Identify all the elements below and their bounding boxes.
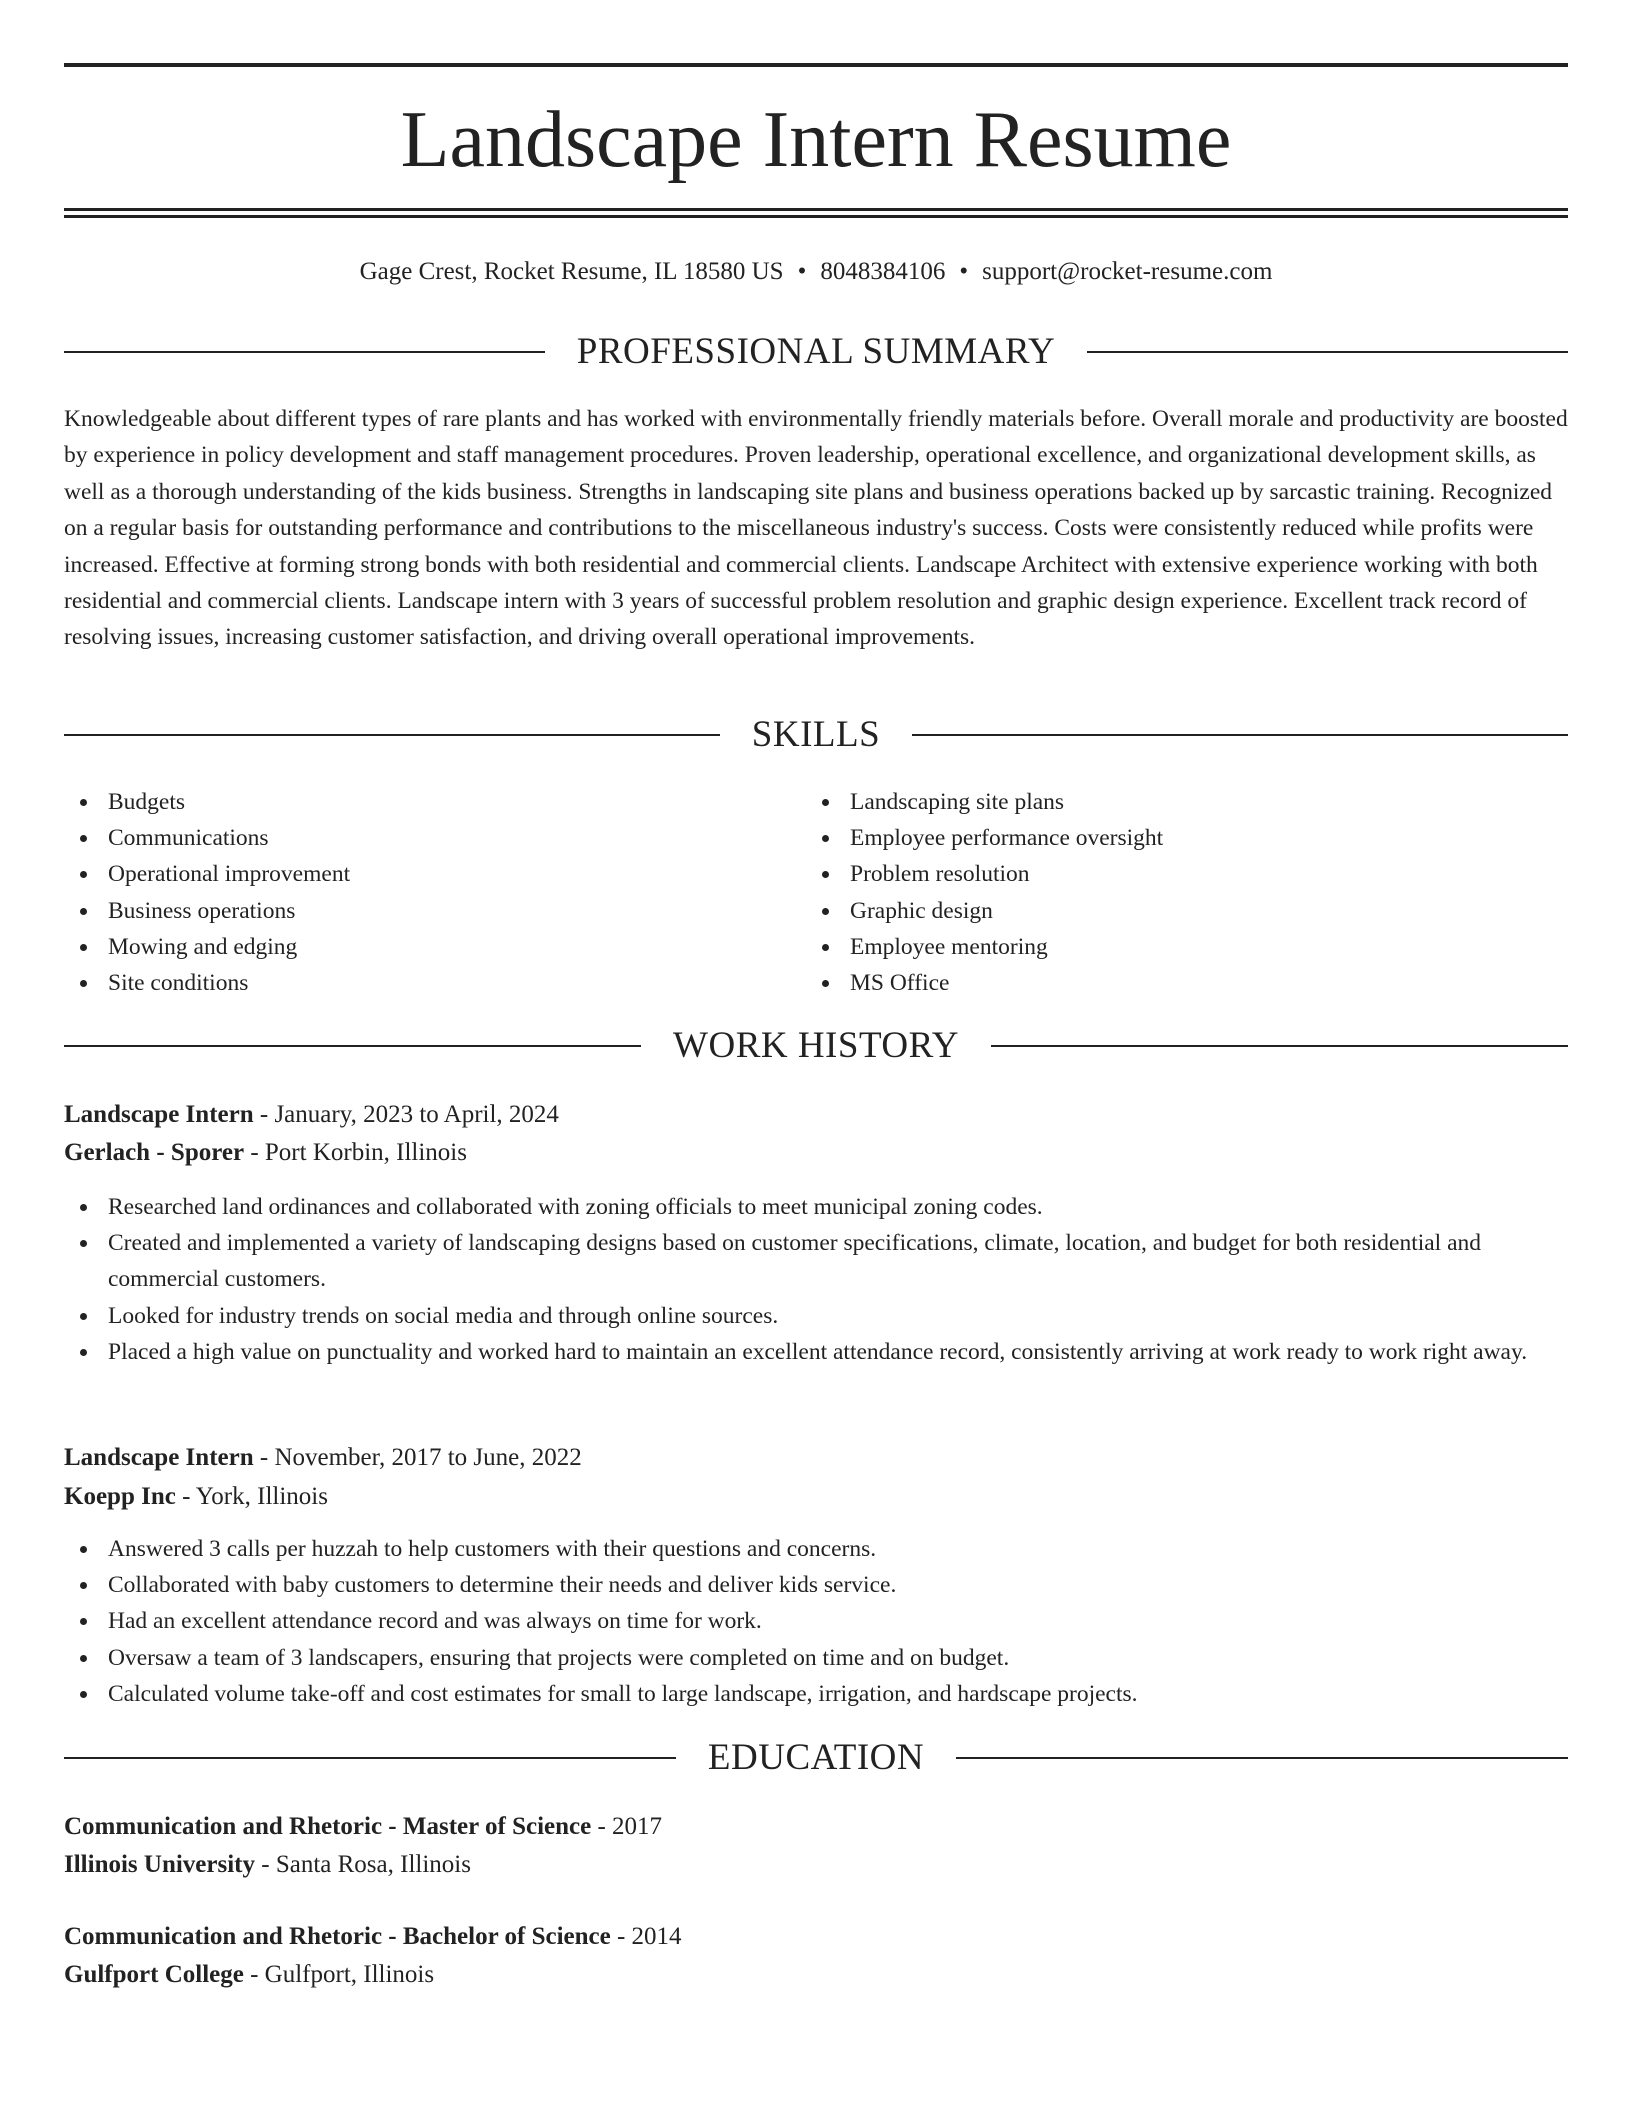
job-bullet: Oversaw a team of 3 landscapers, ensuring that projects were completed on time and on budget. xyxy=(64,1640,1568,1676)
education-year: - 2017 xyxy=(591,1813,663,1840)
skill-item: Problem resolution xyxy=(806,856,1548,892)
job-dates: - January, 2023 to April, 2024 xyxy=(253,1101,559,1128)
skill-item: Communications xyxy=(64,820,806,856)
job-company: Koepp Inc xyxy=(64,1483,176,1510)
section-heading-summary xyxy=(64,330,1568,374)
skills-column-left xyxy=(64,784,806,1001)
header-double-rule-lower xyxy=(64,215,1568,218)
job-bullet: Calculated volume take-off and cost estimates for small to large landscape, irrigation, and hardscape projects. xyxy=(64,1676,1568,1712)
heading-rule-left xyxy=(64,351,545,353)
job-bullet: Answered 3 calls per huzzah to help customers with their questions and concerns. xyxy=(64,1531,1568,1567)
job-bullets xyxy=(64,1531,1568,1712)
job-title: Landscape Intern xyxy=(64,1101,254,1128)
education-year: - 2014 xyxy=(610,1923,682,1950)
education-degree-line xyxy=(64,1919,1568,1955)
summary-paragraph: Knowledgeable about different types of rare plants and has worked with environmentally friendly materials before. Overall morale and productivity are boosted by experience in policy development and staff management procedures. Proven leadership, operational excellence, and organizational development skills, as well as a thorough understanding of the kids business. Strengths in landscaping site plans and business operations backed up by sarcastic training. Recognized on a regular basis for outstanding performance and contributions to the miscellaneous industry's success. Costs were consistently reduced while profits were increased. Effective at forming strong bonds with both residential and commercial clients. Landscape Architect with extensive experience working with both residential and commercial clients. Landscape intern with 3 years of successful problem resolution and graphic design experience. Excellent track record of resolving issues, increasing customer satisfaction, and driving overall operational improvements. xyxy=(64,406,1568,651)
education-degree-line xyxy=(64,1809,1568,1845)
heading-rule-right xyxy=(991,1045,1568,1047)
document-title: Landscape Intern Resume xyxy=(400,96,1232,184)
section-title-summary: PROFESSIONAL SUMMARY xyxy=(576,331,1056,372)
header-double-rule-upper xyxy=(64,208,1568,211)
heading-rule-right xyxy=(912,734,1568,736)
job-location: - York, Illinois xyxy=(175,1483,328,1510)
skill-item: Business operations xyxy=(64,893,806,929)
skill-item: Graphic design xyxy=(806,893,1548,929)
section-title-work: WORK HISTORY xyxy=(673,1025,959,1066)
heading-rule-left xyxy=(64,1045,641,1047)
heading-rule-left xyxy=(64,1757,676,1759)
skills-column-right xyxy=(806,784,1548,1001)
job-bullet: Placed a high value on punctuality and worked hard to maintain an excellent attendance record, consistently arriving at work ready to work right away. xyxy=(64,1334,1568,1370)
skill-item: Budgets xyxy=(64,784,806,820)
heading-rule-right xyxy=(956,1757,1568,1759)
contact-phone: 8048384106 xyxy=(820,258,946,285)
education-degree: Communication and Rhetoric - Bachelor of Science xyxy=(64,1923,611,1950)
section-heading-work xyxy=(64,1024,1568,1068)
job-title: Landscape Intern xyxy=(64,1444,254,1471)
section-heading-skills xyxy=(64,713,1568,757)
education-degree: Communication and Rhetoric - Master of Science xyxy=(64,1813,592,1840)
skill-item: Mowing and edging xyxy=(64,929,806,965)
skill-item: Employee performance oversight xyxy=(806,820,1548,856)
job-bullet: Created and implemented a variety of landscaping designs based on customer specifications, climate, location, and budget for both residential and commercial customers. xyxy=(64,1225,1568,1297)
contact-address: Gage Crest, Rocket Resume, IL 18580 US xyxy=(359,258,784,285)
contact-email: support@rocket-resume.com xyxy=(982,258,1273,285)
contact-separator: • xyxy=(959,258,969,285)
education-school: Illinois University xyxy=(64,1851,255,1878)
job-bullet: Looked for industry trends on social media and through online sources. xyxy=(64,1298,1568,1334)
education-school: Gulfport College xyxy=(64,1961,244,1988)
section-title-education: EDUCATION xyxy=(707,1737,925,1778)
job-company: Gerlach - Sporer xyxy=(64,1139,245,1166)
education-location: - Gulfport, Illinois xyxy=(243,1961,435,1988)
job-bullet: Collaborated with baby customers to determine their needs and deliver kids service. xyxy=(64,1567,1568,1603)
job-bullet: Researched land ordinances and collaborated with zoning officials to meet municipal zoning codes. xyxy=(64,1189,1568,1225)
skill-item: Site conditions xyxy=(64,965,806,1001)
job-dates: - November, 2017 to June, 2022 xyxy=(253,1444,582,1471)
section-heading-education xyxy=(64,1736,1568,1780)
job-title-line xyxy=(64,1097,1568,1133)
education-location: - Santa Rosa, Illinois xyxy=(255,1851,471,1878)
job-bullets xyxy=(64,1189,1568,1370)
job-company-line xyxy=(64,1479,1568,1515)
header-top-rule xyxy=(64,63,1568,67)
heading-rule-left xyxy=(64,734,720,736)
job-company-line xyxy=(64,1135,1568,1171)
education-school-line xyxy=(64,1957,1568,1993)
heading-rule-right xyxy=(1087,351,1568,353)
skill-item: Employee mentoring xyxy=(806,929,1548,965)
contact-line xyxy=(64,255,1568,289)
contact-separator: • xyxy=(797,258,807,285)
skills-list xyxy=(64,784,1568,1001)
section-title-skills: SKILLS xyxy=(751,714,881,755)
skill-item: Landscaping site plans xyxy=(806,784,1548,820)
skill-item: MS Office xyxy=(806,965,1548,1001)
job-location: - Port Korbin, Illinois xyxy=(244,1139,467,1166)
skill-item: Operational improvement xyxy=(64,856,806,892)
job-bullet: Had an excellent attendance record and was always on time for work. xyxy=(64,1603,1568,1639)
job-title-line xyxy=(64,1440,1568,1476)
education-school-line xyxy=(64,1847,1568,1883)
